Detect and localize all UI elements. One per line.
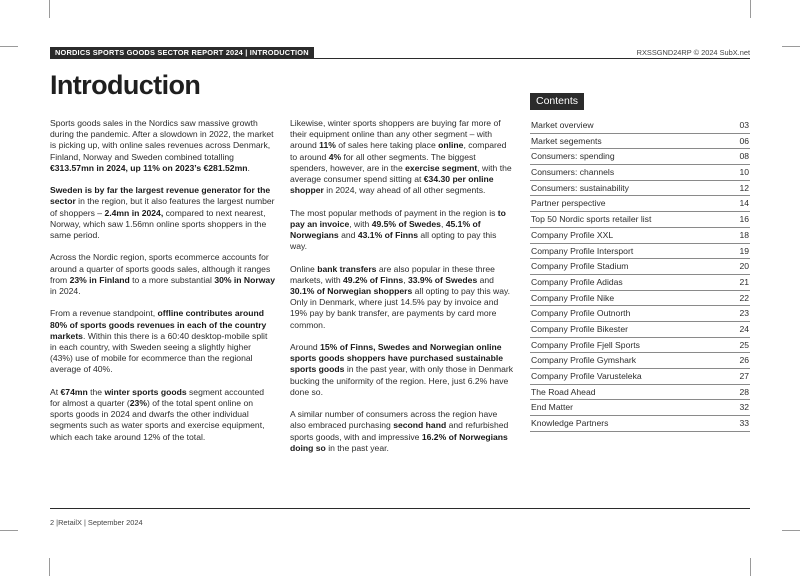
- text-run: At: [50, 386, 61, 397]
- contents-item-label: Company Profile Nike: [531, 292, 615, 303]
- bold-text-run: 16.2% of Norwegians doing so: [290, 431, 508, 453]
- text-run: all opting to pay this way. Only in Denmark, where just 14.5% pay by invoice and 19% pay by bank transfer, are payments by card more common.: [290, 286, 511, 330]
- text-run: for all other segments. The biggest spenders, however, are in the: [290, 151, 476, 173]
- crop-mark-top-left: [49, 0, 50, 18]
- contents-item-label: Consumers: sustainability: [531, 182, 629, 193]
- contents-item-page: 14: [739, 198, 749, 209]
- contents-item-label: Company Profile Fjell Sports: [531, 339, 640, 350]
- contents-item-page: 03: [739, 120, 749, 130]
- section-tag: NORDICS SPORTS GOODS SECTOR REPORT 2024 | INTRODUCTION: [50, 47, 314, 59]
- contents-item-page: 08: [739, 151, 749, 162]
- contents-item-page: 26: [739, 355, 749, 366]
- contents-item[interactable]: [530, 369, 750, 385]
- contents-item-label: Company Profile XXL: [531, 229, 614, 240]
- contents-item-page: 20: [739, 261, 749, 272]
- bold-text-run: exercise segment: [405, 162, 478, 173]
- bold-text-run: 15% of Finns, Swedes and Norwegian online sports goods shoppers have purchased sustainable sports goods: [290, 342, 503, 375]
- body-paragraph: [50, 387, 275, 443]
- contents-item-page: 06: [739, 135, 749, 146]
- text-run: Online: [290, 263, 318, 274]
- bold-text-run: 43.1% of Finns: [357, 230, 419, 241]
- body-paragraph: [290, 409, 515, 454]
- contents-item[interactable]: [530, 196, 750, 212]
- text-run: Likewise, winter sports shoppers are buying far more of their equipment online than any other segment – with around: [290, 118, 501, 151]
- contents-item-label: Company Profile Stadium: [531, 261, 629, 272]
- contents-item-label: Consumers: channels: [531, 167, 615, 178]
- crop-mark-bottom-right: [750, 558, 751, 576]
- contents-item[interactable]: [530, 291, 750, 307]
- body-paragraph: [290, 208, 515, 253]
- contents-item-label: Company Profile Varusteleka: [531, 371, 642, 381]
- contents-item-page: 24: [739, 323, 749, 334]
- body-paragraph: [290, 264, 515, 331]
- contents-item[interactable]: [530, 181, 750, 197]
- text-run: in the past year, with only those in Denmark bucking the uniformity of the region. Here, just 6.2% have done so.: [290, 364, 514, 397]
- page-footer: 2 |RetailX | September 2024: [50, 518, 143, 527]
- body-column-1: [50, 118, 275, 454]
- contents-item[interactable]: [530, 165, 750, 181]
- text-run: Sports goods sales in the Nordics saw massive growth during the pandemic. After a slowdown in 2022, the market is picking up, with online sales revenues across Denmark, Finland, Norway and Sweden combined totalling: [50, 118, 274, 162]
- bold-text-run: €74mn: [60, 386, 88, 397]
- body-paragraph: [50, 118, 275, 174]
- text-run: and refurbished sports goods, with and impressive: [290, 420, 509, 442]
- contents-item[interactable]: [530, 306, 750, 322]
- contents-item-label: End Matter: [531, 402, 574, 413]
- bold-text-run: €313.57mn in 2024, up 11% on 2023’s €281.52mn: [50, 162, 248, 173]
- text-run: ) of the total spent online on sports goods in 2024 and dwarfs the other individual segments such as water sports and exercise equipment, which each take around 12% of the total.: [50, 398, 265, 442]
- crop-mark-right-bottom: [782, 530, 800, 531]
- bold-text-run: winter sports goods: [104, 386, 187, 397]
- text-run: and: [338, 230, 358, 241]
- contents-item-label: Knowledge Partners: [531, 418, 609, 429]
- bold-text-run: Sweden is by far the largest revenue generator for the sector: [50, 185, 271, 207]
- contents-panel: [530, 91, 750, 429]
- crop-mark-top-right: [750, 0, 751, 18]
- text-run: .: [247, 162, 250, 173]
- contents-heading: Contents: [530, 93, 584, 110]
- contents-item[interactable]: [530, 275, 750, 291]
- contents-item-page: 21: [739, 276, 749, 287]
- text-run: all opting to pay this way.: [290, 230, 497, 252]
- contents-item[interactable]: [530, 353, 750, 369]
- contents-item-page: 16: [739, 214, 749, 225]
- bold-text-run: 11%: [319, 140, 336, 151]
- text-run: in the region, but it also features the largest number of shoppers –: [50, 196, 275, 218]
- bold-text-run: 49.5% of Swedes: [371, 218, 441, 229]
- bold-text-run: 30.1% of Norwegian shoppers: [290, 286, 413, 297]
- text-run: compared to next nearest, Norway, which saw 1.56mn online sports shoppers in the same period.: [50, 207, 267, 241]
- bold-text-run: 23%: [129, 398, 147, 409]
- contents-item-page: 22: [739, 292, 749, 303]
- text-run: Around: [290, 342, 321, 353]
- contents-item[interactable]: [530, 134, 750, 150]
- contents-item-page: 10: [739, 167, 749, 178]
- bold-text-run: €34.30 per online shopper: [290, 174, 494, 196]
- report-reference: RXSSGND24RP © 2024 SubX.net: [636, 48, 750, 57]
- contents-item-page: 23: [739, 308, 749, 319]
- text-run: to a more substantial: [129, 274, 215, 285]
- contents-item[interactable]: [530, 416, 750, 432]
- bold-text-run: 45.1% of Norwegians: [290, 218, 481, 241]
- bold-text-run: 49.2% of Finns: [343, 274, 404, 285]
- text-run: , with: [349, 218, 372, 229]
- text-run: and: [477, 274, 494, 285]
- crop-mark-left-top: [0, 46, 18, 47]
- contents-item[interactable]: [530, 385, 750, 401]
- text-run: , compared to around: [290, 140, 507, 162]
- footer-rule: [50, 508, 750, 509]
- bold-text-run: 30% in Norway: [214, 274, 275, 285]
- contents-item[interactable]: [530, 400, 750, 416]
- text-run: in 2024.: [50, 286, 81, 297]
- text-run: of sales here taking place: [335, 140, 439, 151]
- contents-item-label: Market segements: [531, 135, 602, 146]
- bold-text-run: 33.9% of Swedes: [407, 274, 478, 285]
- text-run: The most popular methods of payment in the region is: [290, 207, 498, 218]
- bold-text-run: 23% in Finland: [69, 274, 130, 285]
- crop-mark-right-top: [782, 46, 800, 47]
- text-run: Across the Nordic region, sports ecommerce accounts for around a quarter of sports goods sales, although it ranges from: [50, 252, 271, 285]
- contents-list: [530, 118, 750, 432]
- body-column-2: [290, 118, 515, 465]
- bold-text-run: offline contributes around 80% of sports goods revenues in each of the country markets: [50, 308, 267, 341]
- contents-item-label: Company Profile Gymshark: [531, 355, 637, 366]
- bold-text-run: 4%: [328, 151, 342, 162]
- text-run: in 2024, way ahead of all other segments.: [323, 185, 486, 196]
- contents-item[interactable]: [530, 212, 750, 228]
- text-run: ,: [403, 274, 408, 285]
- text-run: the: [87, 386, 105, 397]
- contents-item-page: 33: [739, 418, 749, 429]
- text-run: segment accounted for almost a quarter (: [50, 386, 265, 409]
- text-run: in the past year.: [325, 442, 389, 453]
- body-paragraph: [50, 308, 275, 375]
- contents-item-label: Partner perspective: [531, 198, 606, 209]
- text-run: ,: [440, 218, 446, 229]
- contents-item[interactable]: [530, 338, 750, 354]
- contents-item[interactable]: [530, 244, 750, 260]
- contents-item-label: Top 50 Nordic sports retailer list: [531, 214, 652, 225]
- bold-text-run: online: [438, 140, 464, 151]
- body-paragraph: [50, 185, 275, 241]
- text-run: , with the average consumer spend sitting at: [290, 162, 512, 185]
- bold-text-run: bank transfers: [317, 263, 377, 274]
- contents-item-label: Company Profile Intersport: [531, 245, 634, 256]
- page-title: Introduction: [50, 70, 201, 100]
- text-run: From a revenue standpoint,: [50, 308, 158, 319]
- bold-text-run: to pay an invoice: [290, 207, 506, 229]
- bold-text-run: 2.4mn in 2024,: [104, 207, 164, 218]
- contents-item[interactable]: [530, 149, 750, 165]
- contents-item-label: Market overview: [531, 120, 594, 130]
- contents-item-page: 19: [739, 245, 749, 256]
- report-header: [50, 47, 750, 59]
- contents-item-label: The Road Ahead: [531, 386, 596, 397]
- contents-item-page: 18: [739, 229, 749, 240]
- contents-item-page: 12: [739, 182, 749, 193]
- body-paragraph: [290, 342, 515, 398]
- contents-item[interactable]: [530, 322, 750, 338]
- bold-text-run: second hand: [393, 420, 447, 431]
- contents-item-page: 28: [739, 386, 749, 397]
- body-paragraph: [50, 252, 275, 297]
- contents-item-page: 25: [739, 339, 749, 350]
- crop-mark-left-bottom: [0, 530, 18, 531]
- contents-item-label: Company Profile Outnorth: [531, 308, 631, 319]
- crop-mark-bottom-left: [49, 558, 50, 576]
- contents-item-page: 27: [739, 371, 749, 381]
- contents-item-label: Company Profile Adidas: [531, 276, 623, 287]
- contents-item-page: 32: [739, 402, 749, 413]
- contents-item-label: Consumers: spending: [531, 151, 615, 162]
- text-run: . Within this there is a 60:40 desktop-mobile split in each country, with Sweden seeing a slightly higher (43%) use of mobile for ecommerce than the regional average of 40%.: [50, 330, 268, 375]
- contents-item-label: Company Profile Bikester: [531, 323, 628, 334]
- text-run: are also popular in these three markets, with: [290, 263, 495, 285]
- body-paragraph: [290, 118, 515, 196]
- contents-item[interactable]: [530, 118, 750, 134]
- contents-item[interactable]: [530, 259, 750, 275]
- contents-item[interactable]: [530, 228, 750, 244]
- text-run: A similar number of consumers across the region have also embraced purchasing: [290, 409, 498, 431]
